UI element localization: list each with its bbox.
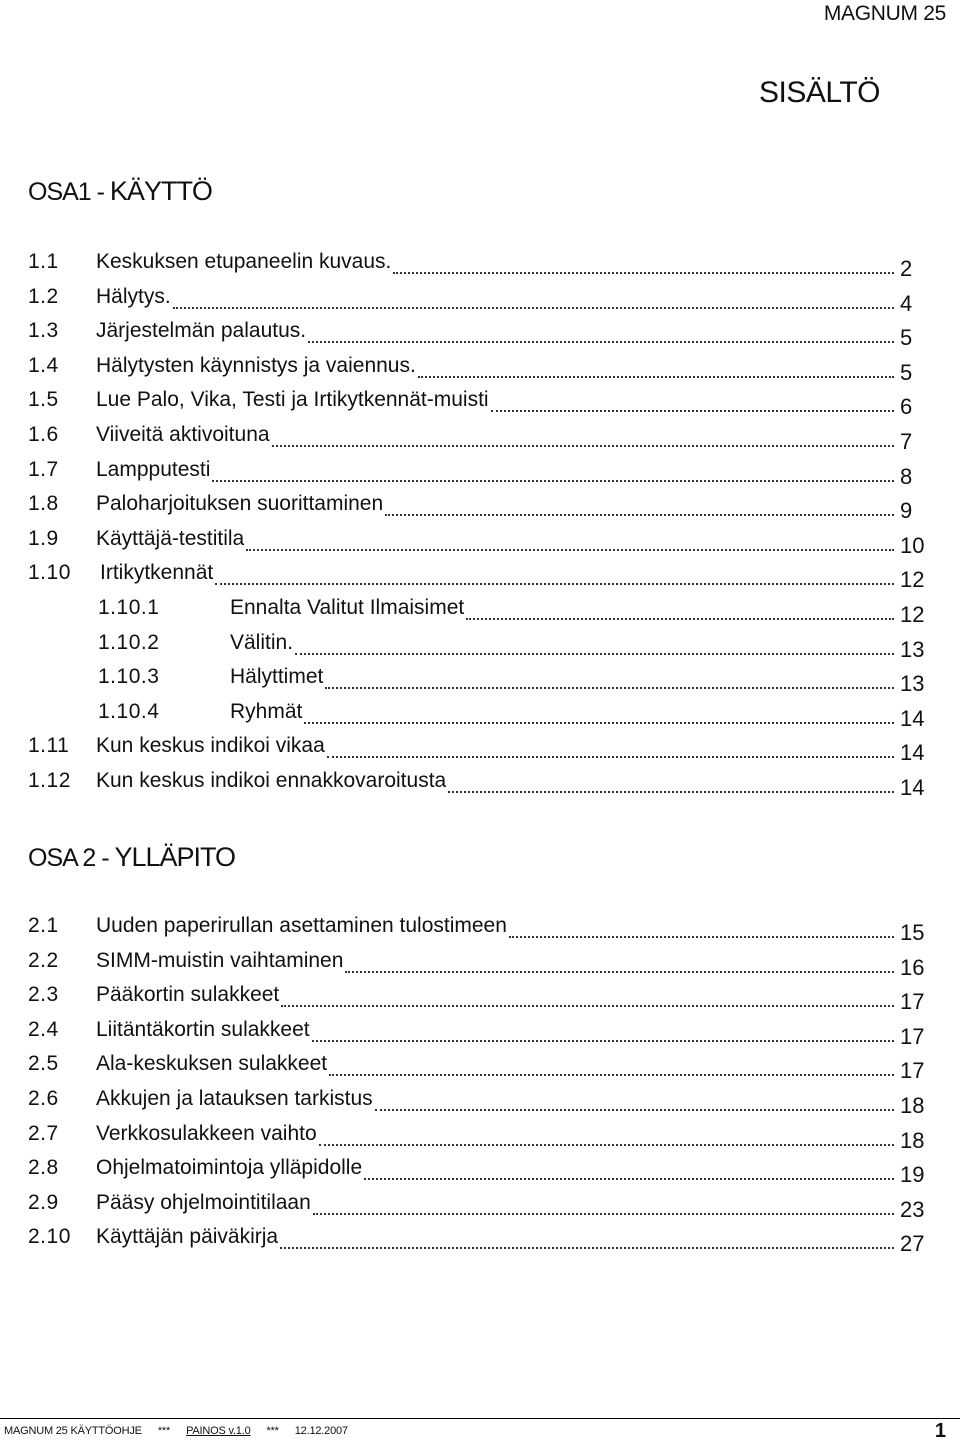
toc-entry-page: 23 <box>900 1196 925 1222</box>
toc-entry <box>28 631 928 661</box>
toc-entry-label: Viiveitä aktivoituna <box>96 423 270 446</box>
toc-entry-number: 2.4 <box>28 1017 59 1041</box>
toc-entry-page: 5 <box>900 325 913 351</box>
toc-entry-number: 1.6 <box>28 423 59 446</box>
toc-entry-label: Ala-keskuksen sulakkeet <box>96 1052 328 1076</box>
toc-entry-label: Irtikytkennät <box>100 561 214 585</box>
toc-entry-page: 16 <box>900 954 925 980</box>
toc-dot-leader <box>491 388 894 412</box>
toc-entry <box>28 1018 928 1048</box>
toc-entry <box>28 388 928 418</box>
toc-dot-leader <box>246 527 894 551</box>
toc-entry-page: 27 <box>900 1231 925 1257</box>
footer <box>4 1425 348 1437</box>
toc-dot-leader <box>280 1225 894 1249</box>
toc-entry-page: 14 <box>900 775 925 800</box>
toc-entry-page: 15 <box>900 920 925 945</box>
toc-entry-label: Kun keskus indikoi ennakkovaroitusta <box>96 769 447 792</box>
toc-entry <box>28 1122 928 1152</box>
toc-entry <box>28 734 928 764</box>
toc-entry-page: 2 <box>900 256 913 281</box>
part1-heading <box>28 176 212 207</box>
toc-entry-page: 14 <box>900 705 925 731</box>
header-product-name: MAGNUM 25 <box>823 2 946 25</box>
footer-doc-title: MAGNUM 25 KÄYTTÖOHJE <box>4 1425 142 1437</box>
toc-entry <box>28 1225 928 1255</box>
toc-entry-number: 2.7 <box>28 1121 59 1145</box>
toc-entry-label: Liitäntäkortin sulakkeet <box>96 1017 310 1041</box>
part2-heading <box>28 842 235 873</box>
toc-entry-number: 2.3 <box>28 983 59 1007</box>
toc-dot-leader <box>466 596 894 620</box>
toc-entry-label: Verkkosulakkeen vaihto <box>96 1121 317 1145</box>
toc-entry-label: Uuden paperirullan asettaminen tulostimeen <box>96 914 507 937</box>
toc-entry-page: 19 <box>900 1162 925 1188</box>
toc-entry-page: 18 <box>900 1127 925 1153</box>
toc-entry <box>28 949 928 979</box>
toc-entry <box>28 596 928 626</box>
toc-entry-number: 1.7 <box>28 457 59 481</box>
toc-entry-label: Välitin. <box>230 630 294 654</box>
toc-dot-leader <box>418 354 894 378</box>
toc-entry-number: 1.10 <box>28 561 71 585</box>
toc-dot-leader <box>281 983 894 1007</box>
toc-entry-number: 2.5 <box>28 1052 59 1076</box>
toc-entry <box>28 423 928 453</box>
toc-dot-leader <box>385 492 894 516</box>
footer-divider <box>0 1418 960 1419</box>
toc-entry-number: 1.4 <box>28 353 59 377</box>
toc-entry <box>28 1087 928 1117</box>
toc-entry-label: Keskuksen etupaneelin kuvaus. <box>96 250 392 273</box>
toc-dot-leader <box>327 734 894 758</box>
toc-entry-number: 2.9 <box>28 1190 59 1214</box>
toc-entry-number: 1.10.2 <box>98 630 160 654</box>
toc-entry-number: 1.10.4 <box>98 699 160 723</box>
toc-entry <box>28 458 928 488</box>
toc-entry-label: Lampputesti <box>96 457 211 481</box>
toc-dot-leader <box>304 700 894 724</box>
toc-entry-label: Hälytys. <box>96 284 171 308</box>
toc-dot-leader <box>295 631 894 655</box>
toc-entry <box>28 983 928 1013</box>
toc-entry-label: Akkujen ja latauksen tarkistus <box>96 1087 373 1110</box>
toc-entry-label: Käyttäjän päiväkirja <box>96 1225 279 1249</box>
toc-entry-page: 9 <box>900 498 913 524</box>
toc-entry-label: Ohjelmatoimintoja ylläpidolle <box>96 1156 363 1180</box>
toc-entry-page: 17 <box>900 989 925 1015</box>
toc-entry-number: 1.12 <box>28 769 71 792</box>
toc-entry-number: 2.8 <box>28 1156 59 1180</box>
part1-heading-prefix: OSA1 - <box>28 178 110 206</box>
toc-dot-leader <box>329 1052 894 1076</box>
footer-version: PAINOS v.1.0 <box>186 1425 251 1437</box>
toc-entry <box>28 561 928 591</box>
toc-entry-number: 2.1 <box>28 914 59 937</box>
footer-date: 12.12.2007 <box>294 1425 348 1437</box>
toc-entry-number: 1.5 <box>28 388 59 412</box>
toc-entry <box>28 1052 928 1082</box>
toc-dot-leader <box>509 914 894 938</box>
part2-heading-main: YLLÄPITO <box>114 842 236 872</box>
toc-entry-label: Ennalta Valitut Ilmaisimet <box>230 596 465 619</box>
toc-dot-leader <box>215 561 894 585</box>
toc-entry-number: 2.2 <box>28 948 59 972</box>
toc-entry <box>28 527 928 557</box>
toc-dot-leader <box>312 1018 894 1042</box>
toc-entry-page: 12 <box>900 567 925 593</box>
part2-heading-prefix: OSA 2 - <box>28 844 115 872</box>
toc-entry <box>28 914 928 944</box>
toc-entry-label: Lue Palo, Vika, Testi ja Irtikytkennät-muisti <box>96 388 489 412</box>
toc-entry <box>28 285 928 315</box>
toc-dot-leader <box>393 250 894 274</box>
toc-entry-number: 2.10 <box>28 1225 71 1249</box>
footer-separator: *** <box>157 1425 171 1437</box>
footer-separator: *** <box>266 1425 279 1437</box>
toc-entry-number: 2.6 <box>28 1087 59 1110</box>
toc-entry-number: 1.1 <box>28 250 59 273</box>
toc-entry-label: Pääkortin sulakkeet <box>96 983 280 1007</box>
toc-entry-number: 1.10.1 <box>98 596 160 619</box>
toc-entry <box>28 1156 928 1186</box>
toc-entry-label: Hälyttimet <box>230 665 324 689</box>
toc-entry-page: 14 <box>900 740 925 766</box>
toc-entry <box>28 319 928 349</box>
page-number: 1 <box>934 1420 946 1442</box>
toc-entry-page: 13 <box>900 671 925 697</box>
toc-entry-label: Käyttäjä-testitila <box>96 526 245 550</box>
toc-entry-page: 5 <box>900 359 913 385</box>
toc-entry <box>28 769 928 799</box>
toc-entry-label: Hälytysten käynnistys ja vaiennus. <box>96 353 416 377</box>
toc-entry-label: SIMM-muistin vaihtaminen <box>96 948 344 972</box>
toc-entry-page: 17 <box>900 1023 925 1049</box>
toc-entry-number: 1.10.3 <box>98 665 160 689</box>
toc-entry-page: 8 <box>900 463 913 489</box>
toc-entry <box>28 250 928 280</box>
toc-entry-page: 12 <box>900 602 925 627</box>
toc-entry-page: 6 <box>900 394 913 420</box>
toc-dot-leader <box>313 1191 894 1215</box>
toc-entry-page: 18 <box>900 1093 925 1118</box>
toc-entry-label: Pääsy ohjelmointitilaan <box>96 1190 311 1214</box>
toc-entry-label: Paloharjoituksen suorittaminen <box>96 492 384 516</box>
toc-entry-page: 13 <box>900 636 925 662</box>
page-title: SISÄLTÖ <box>759 76 880 109</box>
toc-entry <box>28 492 928 522</box>
toc-entry <box>28 1191 928 1221</box>
toc-entry-page: 17 <box>900 1058 925 1084</box>
toc-dot-leader <box>212 458 894 482</box>
toc-entry-label: Järjestelmän palautus. <box>96 319 307 343</box>
toc-entry-page: 7 <box>900 429 913 454</box>
toc-dot-leader <box>308 319 894 343</box>
toc-entry-page: 4 <box>900 290 913 316</box>
toc-dot-leader <box>173 285 894 309</box>
toc-entry-label: Ryhmät <box>230 699 303 723</box>
toc-entry <box>28 665 928 695</box>
toc-entry-number: 1.8 <box>28 492 59 516</box>
toc-entry-number: 1.11 <box>28 734 70 758</box>
toc-entry-number: 1.3 <box>28 319 59 343</box>
part1-heading-main: KÄYTTÖ <box>109 176 212 206</box>
toc-dot-leader <box>319 1122 894 1146</box>
toc-entry <box>28 354 928 384</box>
toc-entry-number: 1.2 <box>28 284 59 308</box>
toc-dot-leader <box>364 1156 894 1180</box>
toc-entry-page: 10 <box>900 532 925 558</box>
toc-dot-leader <box>375 1087 894 1111</box>
toc-dot-leader <box>272 423 894 447</box>
toc-entry-label: Kun keskus indikoi vikaa <box>96 734 325 758</box>
toc-dot-leader <box>345 949 894 973</box>
toc-entry <box>28 700 928 730</box>
toc-dot-leader <box>448 769 894 793</box>
toc-entry-number: 1.9 <box>28 526 59 550</box>
toc-dot-leader <box>325 665 894 689</box>
